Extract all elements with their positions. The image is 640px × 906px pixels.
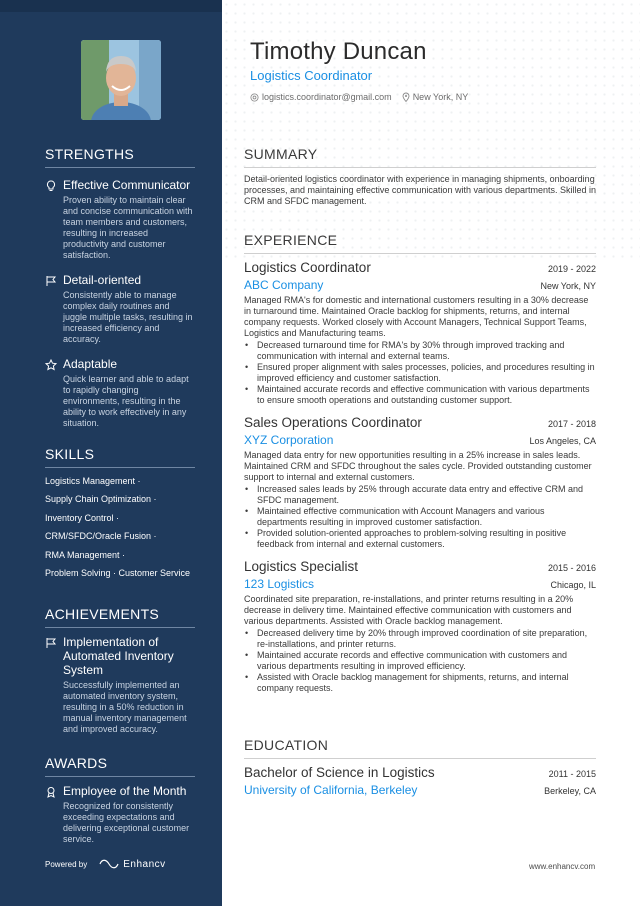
enhancv-logo-icon xyxy=(99,858,119,870)
sidebar-top-strip xyxy=(0,0,222,12)
achievement-desc: Successfully implemented an automated inventory system, resulting in a 50% reduction in manual inventory management and improved accuracy. xyxy=(63,680,187,734)
candidate-role: Logistics Coordinator xyxy=(250,68,373,83)
award-desc: Recognized for consistently exceeding expectations and delivering exceptional customer service. xyxy=(63,801,190,844)
star-icon xyxy=(45,357,63,429)
award-title: Employee of the Month xyxy=(63,784,187,798)
bullet-item: • Ensured proper alignment with sales processes, policies, and procedures resulting in improved efficiency and customer satisfaction. xyxy=(244,362,596,384)
skill-item: CRM/SFDC/Oracle Fusion · xyxy=(45,531,157,541)
skill-item: RMA Management · xyxy=(45,549,126,560)
education-section xyxy=(244,737,596,797)
skill-item: Logistics Management · xyxy=(45,475,141,486)
bullet-item: • Maintained effective communication with Account Managers and various departments resulting in improved customer satisfaction. xyxy=(244,506,596,528)
strengths-section xyxy=(45,146,195,429)
job-description: Coordinated site preparation, re-installations, and printer returns resulting in a 20% decrease in delivery time. Maintained effective communication with customers and various departments. Assisted with Oracle backlog management. xyxy=(244,594,574,626)
bullet-item: • Assisted with Oracle backlog management for shipments, returns, and internal company requests. xyxy=(244,672,596,694)
school-location: Berkeley, CA xyxy=(544,786,596,796)
pin-icon xyxy=(402,92,410,102)
powered-by-label: Powered by xyxy=(45,859,88,869)
job-title: Logistics Coordinator xyxy=(244,260,371,275)
bullet-item: • Provided solution-oriented approaches to problem-solving resulting in positive feedback from internal and external customers. xyxy=(244,528,596,550)
bullet-item: • Decreased delivery time by 20% through improved coordination of site preparation, re-installations, and printer returns. xyxy=(244,628,596,650)
footer-url[interactable]: www.enhancv.com xyxy=(529,862,596,871)
location-text: New York, NY xyxy=(412,92,469,102)
email-contact[interactable] xyxy=(250,92,392,102)
flag-icon xyxy=(45,273,63,345)
strength-title: Detail-oriented xyxy=(63,273,142,287)
education-dates: 2011 - 2015 xyxy=(548,769,596,779)
job-dates: 2015 - 2016 xyxy=(547,563,596,573)
contact-info xyxy=(250,92,478,102)
school-name: University of California, Berkeley xyxy=(244,783,418,797)
company-name: ABC Company xyxy=(244,278,324,292)
job-entry xyxy=(244,559,596,694)
job-location: Chicago, IL xyxy=(550,580,596,590)
sidebar xyxy=(0,0,222,906)
skill-item: Supply Chain Optimization · xyxy=(45,494,157,504)
awards-title: AWARDS xyxy=(45,755,195,777)
bullet-item: • Maintained accurate records and effective communication with customers and various departments resulting in improved efficiency. xyxy=(244,650,596,672)
job-bullets xyxy=(244,484,596,550)
location-contact xyxy=(402,92,469,102)
experience-section xyxy=(244,232,596,694)
medal-icon xyxy=(45,784,63,845)
strength-desc: Quick learner and able to adapt to rapidly changing environments, resulting in the ability to work effectively in any situation. xyxy=(63,374,189,428)
strength-title: Adaptable xyxy=(63,357,118,371)
strength-desc: Consistently able to manage complex daily routines and juggle multiple tasks, resulting in increased efficiency and accuracy. xyxy=(63,290,193,344)
skills-section xyxy=(45,446,195,579)
skill-item: Problem Solving · Customer Service xyxy=(45,568,191,578)
job-entry xyxy=(244,260,596,406)
candidate-name: Timothy Duncan xyxy=(250,38,427,65)
bullet-item: • Maintained accurate records and effective communication with various departments to ensure smooth operations and outstanding customer support. xyxy=(244,384,596,406)
job-description: Managed RMA's for domestic and international customers resulting in a 30% decrease in turnaround time. Maintained Oracle backlog for shipments, returns, and internal company requests. Worked closely with Account Managers, Technical Support Teams, Logistics and Manufacturing teams. xyxy=(244,295,589,338)
job-title: Logistics Specialist xyxy=(244,559,359,574)
achievements-section xyxy=(45,606,195,735)
job-bullets xyxy=(244,628,596,694)
skill-item: Inventory Control · xyxy=(45,512,120,523)
strength-title: Effective Communicator xyxy=(63,178,191,192)
experience-title: EXPERIENCE xyxy=(244,232,596,254)
bullet-item: • Increased sales leads by 25% through accurate data entry and effective CRM and SFDC management. xyxy=(244,484,596,506)
achievement-item xyxy=(45,635,195,735)
flag-icon xyxy=(45,635,63,735)
brand-name: Enhancv xyxy=(123,858,166,870)
summary-title: SUMMARY xyxy=(244,146,596,168)
skills-title: SKILLS xyxy=(45,446,195,468)
job-dates: 2019 - 2022 xyxy=(547,264,596,274)
strengths-title: STRENGTHS xyxy=(45,146,195,168)
summary-text: Detail-oriented logistics coordinator with experience in managing shipments, onboarding processes, and maintaining effective communication with various departments. Skilled in CRM and SFDC management. xyxy=(244,174,597,206)
strength-item xyxy=(45,357,195,429)
at-icon xyxy=(250,93,259,102)
company-name: XYZ Corporation xyxy=(244,433,334,447)
achievements-title: ACHIEVEMENTS xyxy=(45,606,195,628)
job-dates: 2017 - 2018 xyxy=(547,419,596,429)
strength-item xyxy=(45,273,195,345)
achievement-title: Implementation of Automated Inventory System xyxy=(63,635,174,677)
profile-photo xyxy=(81,40,161,120)
email-text: logistics.coordinator@gmail.com xyxy=(262,92,392,102)
education-entry xyxy=(244,765,596,797)
powered-by xyxy=(45,858,166,870)
strength-item xyxy=(45,178,195,261)
skills-list xyxy=(45,476,195,580)
job-description: Managed data entry for new opportunities resulting in a 25% increase in sales leads. Maintained CRM and SFDC throughout the sales cycle. Provided outstanding customer support to internal and external customers. xyxy=(244,450,592,482)
awards-section xyxy=(45,755,195,845)
bullet-item: • Decreased turnaround time for RMA's by 30% through improved tracking and communication with internal and external teams. xyxy=(244,340,596,362)
job-location: Los Angeles, CA xyxy=(529,436,596,446)
award-item xyxy=(45,784,195,845)
degree-name: Bachelor of Science in Logistics xyxy=(244,765,435,780)
education-title: EDUCATION xyxy=(244,737,596,759)
enhancv-logo[interactable] xyxy=(99,858,165,870)
job-location: New York, NY xyxy=(540,281,596,291)
job-entry xyxy=(244,415,596,550)
strength-desc: Proven ability to maintain clear and concise communication with team members and customers, resulting in increased productivity and customer satisfaction. xyxy=(63,195,193,260)
lightbulb-icon xyxy=(45,178,63,261)
summary-section xyxy=(244,146,596,207)
job-title: Sales Operations Coordinator xyxy=(244,415,422,430)
company-name: 123 Logistics xyxy=(244,577,315,591)
job-bullets xyxy=(244,340,596,406)
